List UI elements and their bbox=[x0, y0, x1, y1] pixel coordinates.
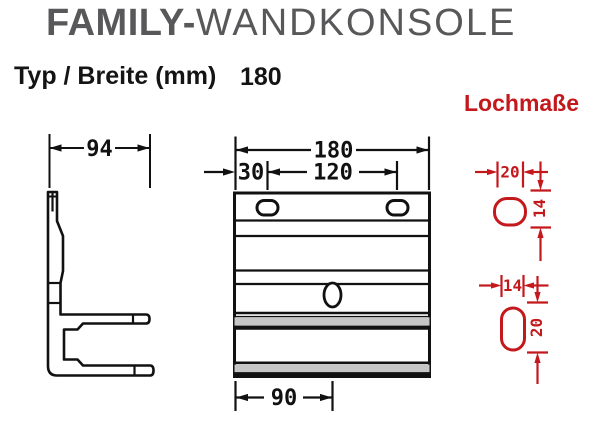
side-view-drawing bbox=[48, 134, 154, 376]
top-slot-shape bbox=[495, 199, 526, 226]
spec-label: Typ / Breite (mm) bbox=[14, 62, 217, 90]
gray-band bbox=[235, 317, 430, 325]
hole-details-drawing bbox=[475, 162, 551, 385]
title-product-name: FAMILY- bbox=[46, 2, 196, 44]
arrowhead bbox=[537, 228, 543, 239]
gray-band bbox=[235, 365, 430, 373]
arrowhead bbox=[537, 180, 543, 191]
arrowhead bbox=[385, 168, 397, 175]
front-overall-width-value: 180 bbox=[313, 138, 354, 164]
arrowhead bbox=[236, 394, 248, 401]
side-width-value: 94 bbox=[86, 137, 113, 162]
arrowhead bbox=[417, 146, 429, 153]
top-slot-width-value: 20 bbox=[500, 162, 520, 182]
arrowhead bbox=[268, 168, 280, 175]
arrowhead bbox=[524, 282, 535, 288]
spec-value: 180 bbox=[240, 63, 282, 91]
arrowhead bbox=[534, 353, 540, 364]
center-hole bbox=[324, 283, 341, 307]
dim-30-120 bbox=[204, 161, 397, 191]
dim-94 bbox=[50, 134, 151, 188]
page-title bbox=[46, 2, 516, 44]
arrowhead bbox=[50, 144, 62, 151]
arrowhead bbox=[491, 282, 502, 288]
arrowhead bbox=[523, 169, 534, 175]
arrowhead bbox=[487, 169, 498, 175]
mounting-slot-right bbox=[387, 201, 408, 216]
wall-plate bbox=[235, 193, 430, 377]
title-product-type: WANDKONSOLE bbox=[195, 2, 517, 44]
arrowhead bbox=[534, 292, 540, 303]
front-view-drawing bbox=[204, 137, 430, 412]
hole-dimensions-label: Lochmaße bbox=[464, 90, 580, 116]
hole-detail-bottom bbox=[479, 275, 549, 384]
bottom-slot-shape bbox=[502, 308, 525, 350]
hole-spacing-value: 120 bbox=[313, 160, 353, 186]
edge-to-hole-value: 30 bbox=[237, 160, 265, 186]
bottom-slot-height-value: 20 bbox=[527, 317, 546, 338]
hole-detail-top bbox=[475, 162, 551, 262]
technical-drawing bbox=[0, 120, 606, 427]
half-width-value: 90 bbox=[270, 386, 298, 411]
bottom-slot-width-value: 14 bbox=[502, 276, 523, 295]
arrowhead bbox=[320, 394, 332, 401]
dim-90 bbox=[236, 381, 333, 411]
top-slot-height-value: 14 bbox=[530, 198, 549, 219]
mounting-slot-left bbox=[257, 201, 278, 216]
bracket-profile bbox=[48, 192, 154, 376]
arrowhead bbox=[223, 168, 235, 175]
arrowhead bbox=[236, 146, 248, 153]
arrowhead bbox=[138, 144, 150, 151]
